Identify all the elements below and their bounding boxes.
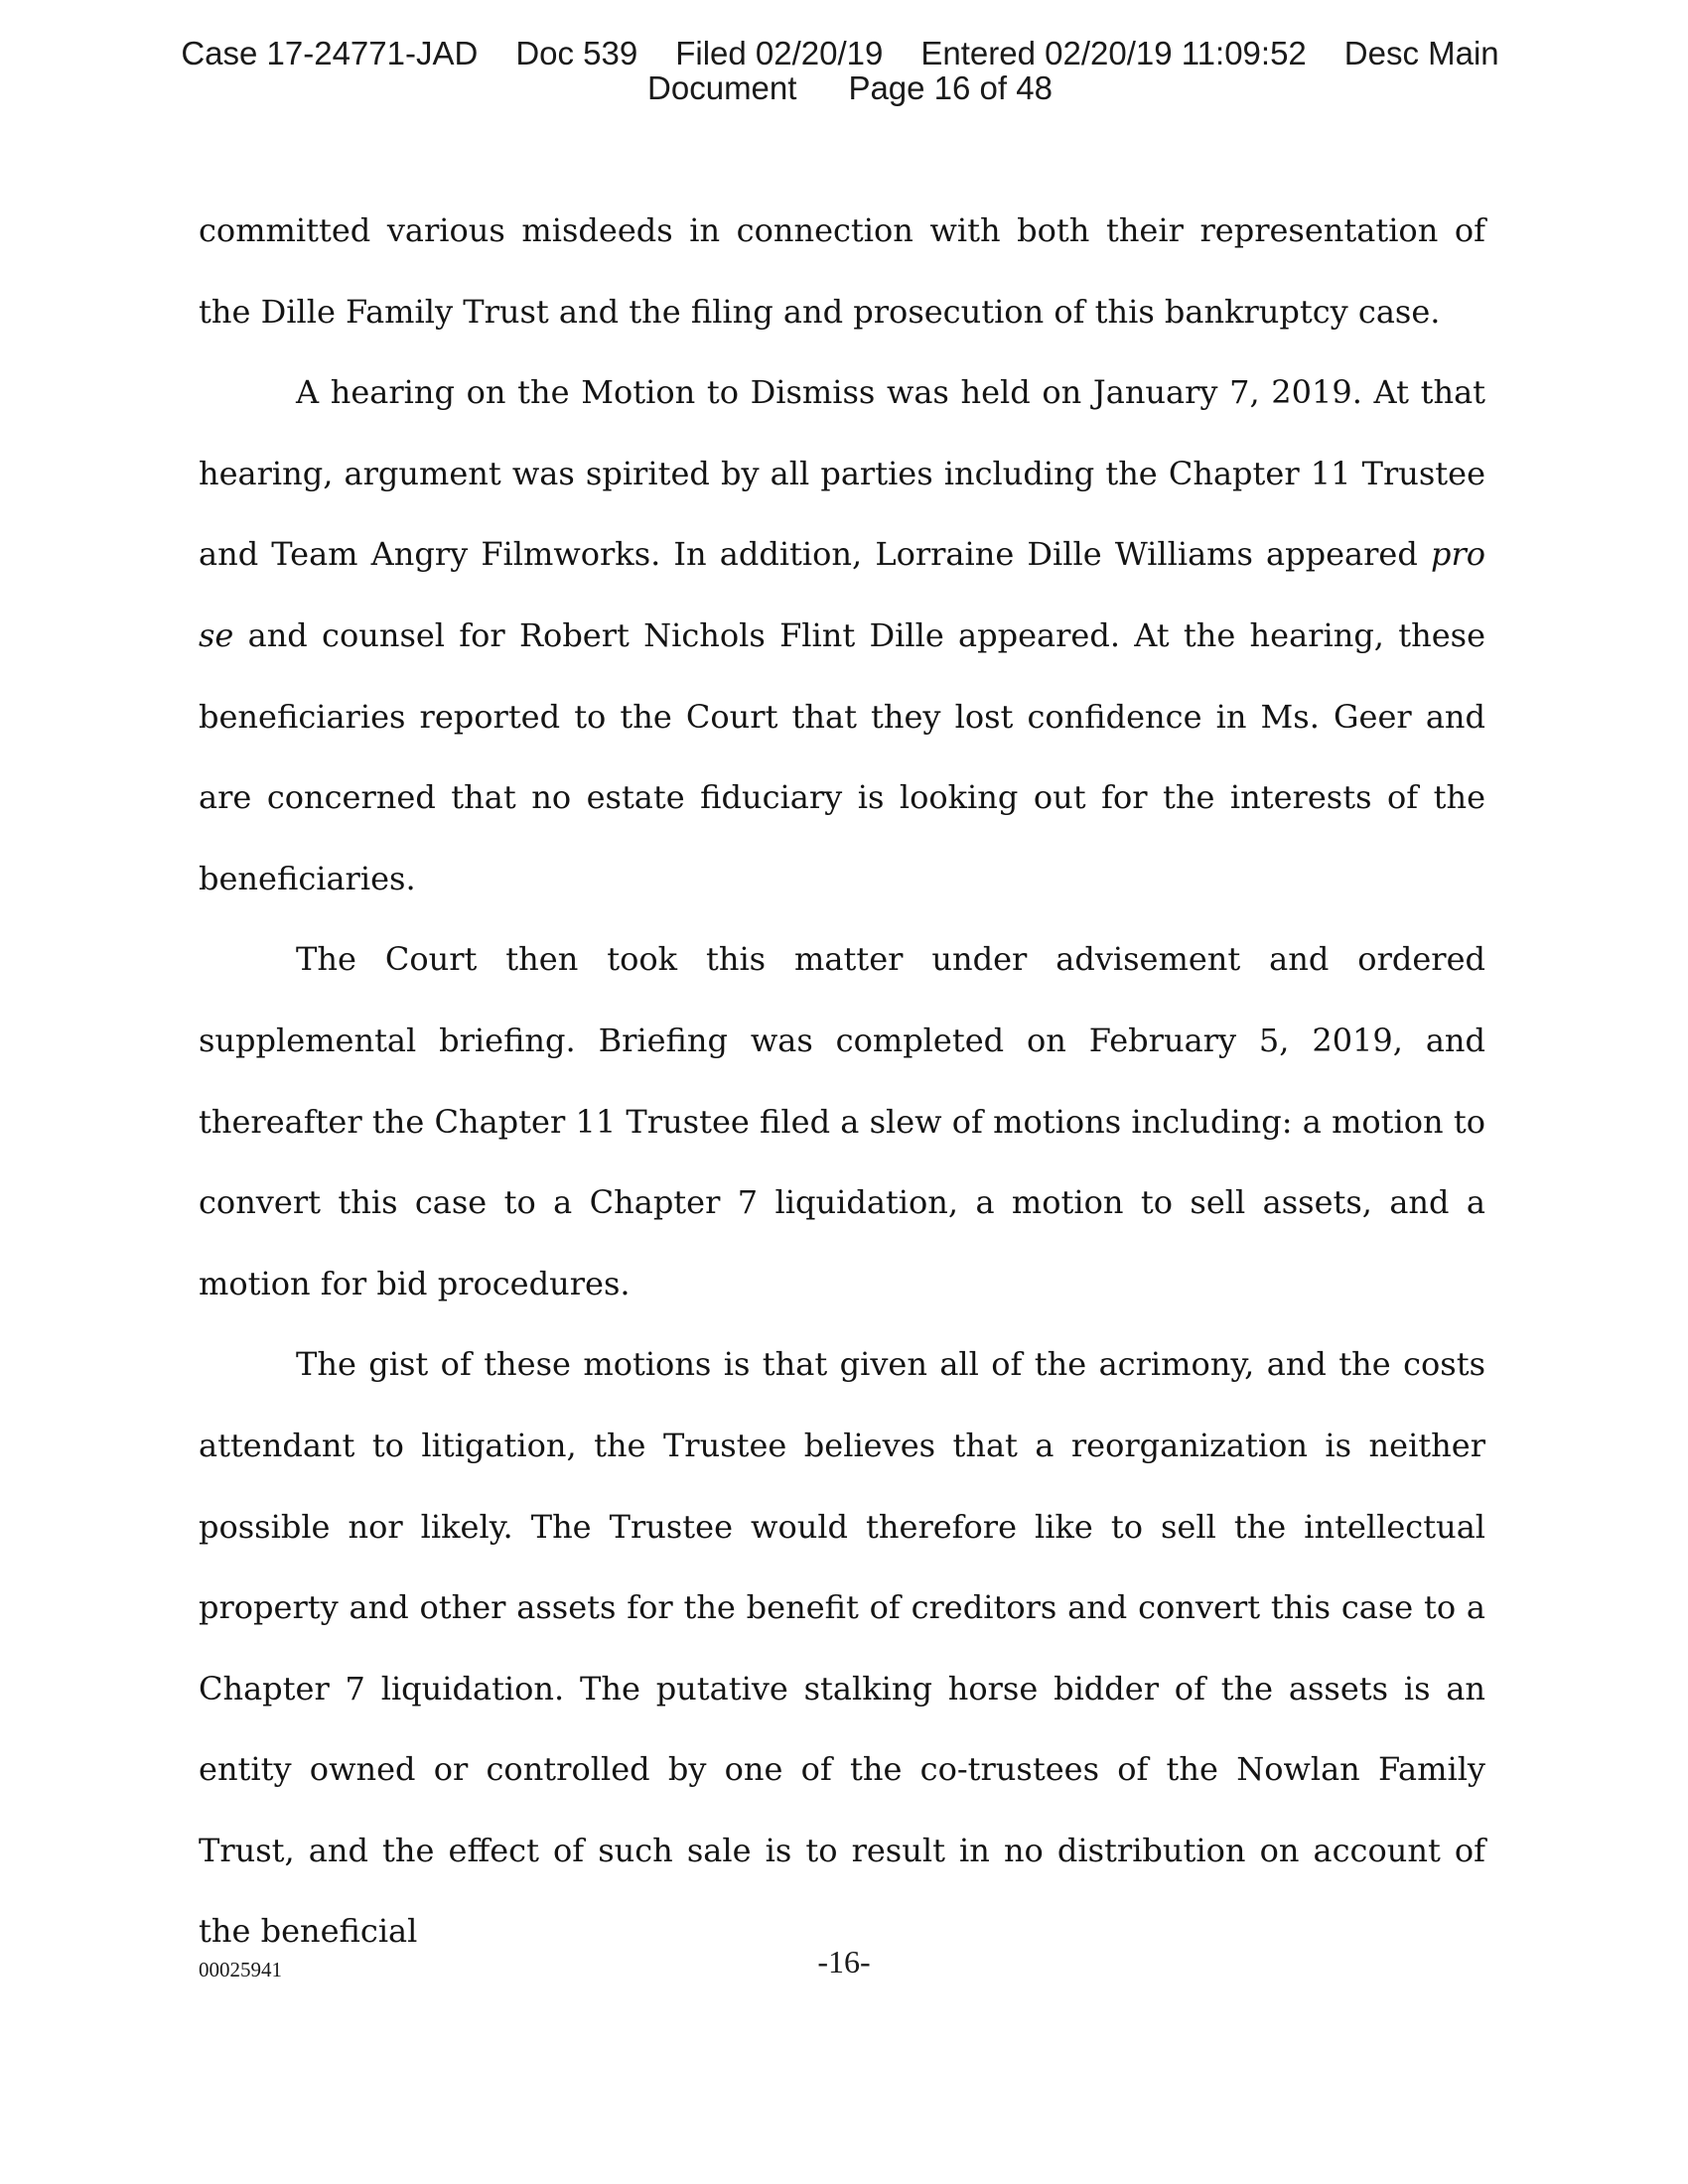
ecf-header-line-2 <box>12 70 1688 105</box>
page-indicator: Page 16 of 48 <box>848 69 1053 106</box>
document-body <box>199 191 1485 1973</box>
document-description: Desc Main <box>1343 35 1499 71</box>
document-label: Document <box>647 69 797 106</box>
paragraph-hearing-text-1: A hearing on the Motion to Dismiss was held on January 7, 2019. At that hearing, argument was spirited by all parties including the Chapter 11 Trustee and Team Angry Filmworks. In addition, Lorraine Dille Williams appeared <box>199 373 1485 574</box>
filed-date: Filed 02/20/19 <box>675 35 884 71</box>
docket-number: Doc 539 <box>515 35 638 71</box>
entered-date: Entered 02/20/19 11:09:52 <box>920 35 1307 71</box>
paragraph-hearing <box>199 352 1485 919</box>
page-number: -16- <box>817 1944 871 1979</box>
paragraph-motions-gist: The gist of these motions is that given all of the acrimony, and the costs attendant to litigation, the Trustee believes that a reorganization is neither possible nor likely. The Trustee would therefore like to sell the intellectual property and other assets for the benefit of creditors and convert this case to a Chapter 7 liquidation. The putative stalking horse bidder of the assets is an entity owned or controlled by one of the co-trustees of the Nowlan Family Trust, and the effect of such sale is to result in no distribution on account of the beneficial <box>199 1345 1485 1951</box>
document-id: 00025941 <box>199 1958 282 1981</box>
paragraph-continuation: committed various misdeeds in connection with both their representation of the Dille Family Trust and the filing and prosecution of this bankruptcy case. <box>199 211 1485 331</box>
pro-se-italic: pro se <box>199 535 1485 654</box>
ecf-filing-header <box>0 36 1688 105</box>
case-number: Case 17-24771-JAD <box>181 35 479 71</box>
paragraph-hearing-text-2: and counsel for Robert Nichols Flint Dille appeared. At the hearing, these beneficiaries reported to the Court that they lost confidence in Ms. Geer and are concerned that no estate fiduciary is looking out for the interests of the beneficiaries. <box>199 615 1485 897</box>
ecf-header-line-1 <box>0 36 1688 70</box>
paragraph-advisement: The Court then took this matter under advisement and ordered supplemental briefing. Briefing was completed on February 5, 2019, and thereafter the Chapter 11 Trustee filed a slew of motions including: a motion to convert this case to a Chapter 7 liquidation, a motion to sell assets, and a motion for bid procedures. <box>199 940 1485 1302</box>
